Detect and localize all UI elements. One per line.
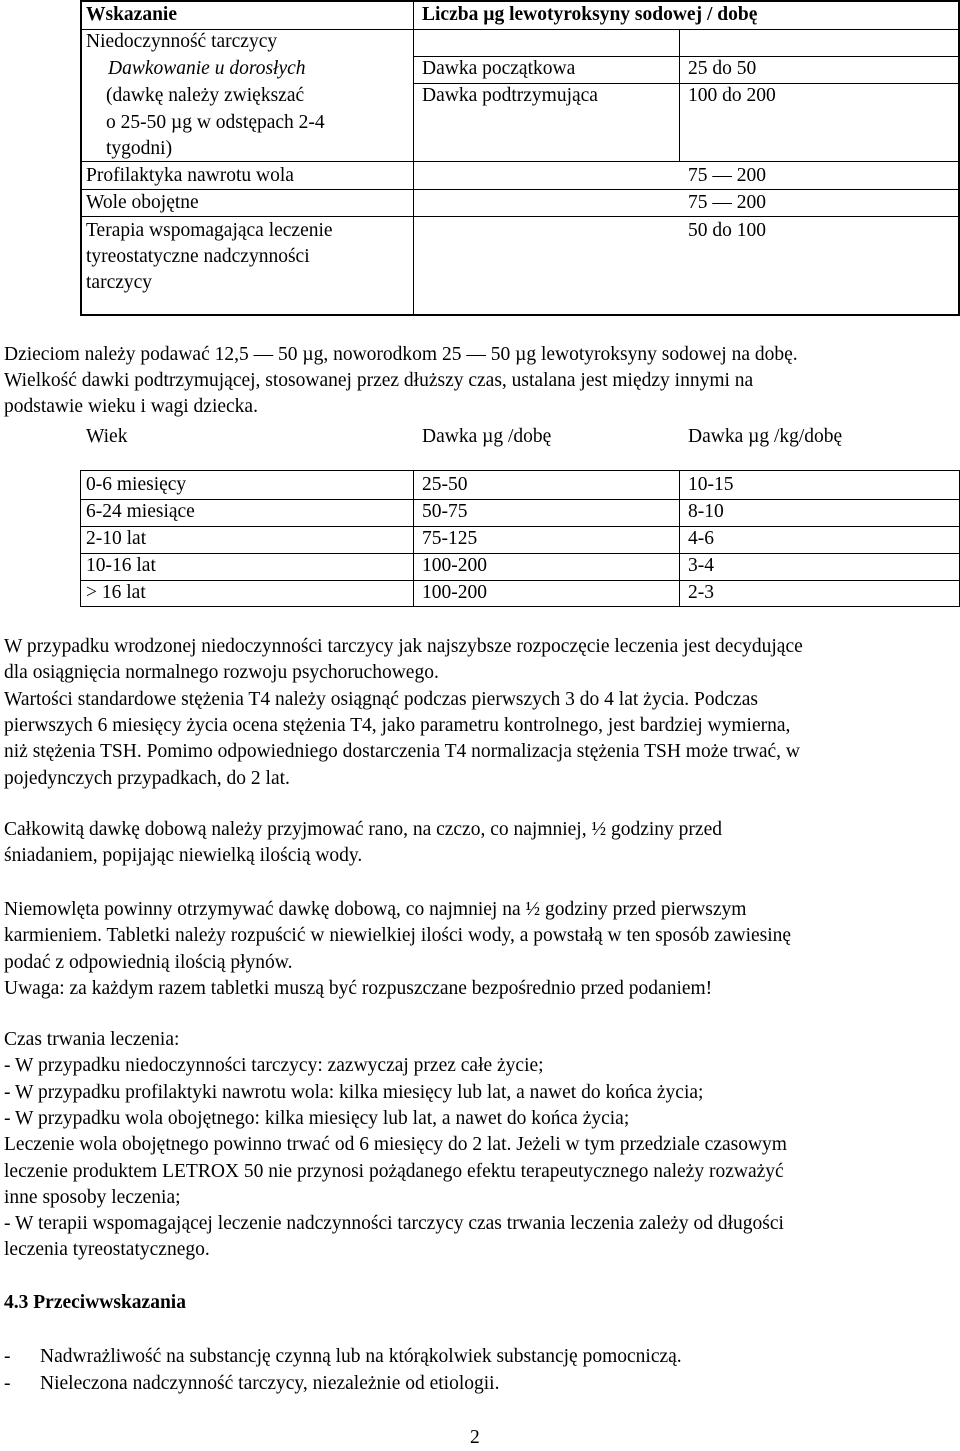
table2-cell: > 16 lat	[86, 582, 146, 603]
table2-header: Wiek	[86, 426, 128, 447]
paragraph-line: - W terapii wspomagającej leczenie nadczynności tarczycy czas trwania leczenia zależy od długości	[4, 1213, 784, 1235]
table2-border	[80, 470, 960, 471]
paragraph-line: leczenia tyreostatycznego.	[4, 1239, 210, 1261]
table2-cell: 75-125	[422, 528, 478, 549]
paragraph-line: Czas trwania leczenia:	[4, 1029, 180, 1050]
table2-cell: 100-200	[422, 582, 487, 603]
table2-border	[80, 499, 960, 500]
table2-cell: 0-6 miesięcy	[86, 474, 187, 495]
table1-adjunct-value: 50 do 100	[688, 220, 766, 241]
table1-row-goiter-prevention: Profilaktyka nawrotu wola	[86, 165, 294, 186]
table1-goiter-value: 75 — 200	[688, 192, 766, 213]
table1-border	[413, 0, 414, 316]
page-number: 2	[470, 1427, 480, 1448]
paragraph-line: W przypadku wrodzonej niedoczynności tarczycy jak najszybsze rozpoczęcie leczenia jest decydujące	[4, 636, 803, 657]
table1-note-line: tygodni)	[106, 138, 173, 159]
children-dose-text: Dzieciom należy podawać 12,5 — 50 µg, noworodkom 25 — 50 µg lewotyroksyny sodowej na dobę.	[4, 344, 798, 365]
table2-cell: 2-10 lat	[86, 528, 147, 549]
table1-row-adjunct: Terapia wspomagająca leczenie	[86, 220, 333, 241]
paragraph-line: dla osiągnięcia normalnego rozwoju psychoruchowego.	[4, 662, 439, 684]
paragraph-line: Wartości standardowe stężenia T4 należy osiągnąć podczas pierwszych 3 do 4 lat życia. Podczas	[4, 688, 758, 710]
table2-border	[80, 553, 960, 554]
table1-maintenance-value: 100 do 200	[688, 85, 776, 106]
paragraph-line: leczenie produktem LETROX 50 nie przynosi pożądanego efektu terapeutycznego należy rozważyć	[4, 1160, 784, 1182]
paragraph-line: pierwszych 6 miesięcy życia ocena stężenia T4, jako parametru kontrolnego, jest bardziej wymierna,	[4, 714, 791, 736]
contraindication-item: Nadwrażliwość na substancję czynną lub na którąkolwiek substancję pomocniczą.	[40, 1346, 682, 1367]
paragraph-line: - W przypadku niedoczynności tarczycy: zazwyczaj przez całe życie;	[4, 1055, 544, 1077]
paragraph-line: Leczenie wola obojętnego powinno trwać od 6 miesięcy do 2 lat. Jeżeli w tym przedziale czasowym	[4, 1134, 787, 1156]
paragraph-line: - W przypadku profilaktyki nawrotu wola: kilka miesięcy lub lat, a nawet do końca życia;	[4, 1081, 704, 1103]
table2-cell: 10-16 lat	[86, 555, 156, 576]
table2-cell: 10-15	[688, 474, 734, 495]
table1-border	[80, 189, 960, 190]
table1-start-dose-value: 25 do 50	[688, 58, 757, 79]
table1-note-line: (dawkę należy zwiększać	[106, 85, 305, 106]
paragraph-line: - W przypadku wola obojętnego: kilka miesięcy lub lat, a nawet do końca życia;	[4, 1107, 630, 1129]
table1-row-adult-dosing: Dawkowanie u dorosłych	[108, 58, 306, 79]
bullet-dash: -	[4, 1346, 11, 1367]
table1-start-dose-label: Dawka początkowa	[422, 58, 576, 79]
table1-row-adjunct: tarczycy	[86, 272, 153, 293]
table2-cell: 6-24 miesiące	[86, 501, 195, 522]
table2-cell: 4-6	[688, 528, 714, 549]
paragraph-line: Uwaga: za każdym razem tabletki muszą być rozpuszczane bezpośrednio przed podaniem!	[4, 977, 713, 999]
bullet-dash: -	[4, 1373, 11, 1394]
table2-cell: 3-4	[688, 555, 714, 576]
table2-cell: 25-50	[422, 474, 468, 495]
table1-row-adjunct: tyreostatyczne nadczynności	[86, 246, 310, 267]
table2-cell: 100-200	[422, 555, 487, 576]
table2-header: Dawka µg /dobę	[422, 426, 552, 447]
table2-border	[80, 606, 960, 607]
paragraph-line: karmieniem. Tabletki należy rozpuścić w niewielkiej ilości wody, a powstałą w ten sposób zawiesinę	[4, 925, 792, 947]
section-heading: 4.3 Przeciwwskazania	[4, 1292, 186, 1313]
contraindication-item: Nieleczona nadczynność tarczycy, niezależnie od etiologii.	[40, 1373, 500, 1394]
table2-header: Dawka µg /kg/dobę	[688, 426, 843, 447]
table1-note-line: o 25-50 µg w odstępach 2-4	[106, 112, 325, 133]
paragraph-line: inne sposoby leczenia;	[4, 1186, 181, 1208]
paragraph-line: Niemowlęta powinny otrzymywać dawkę dobową, co najmniej na ½ godziny przed pierwszym	[4, 899, 747, 920]
table2-cell: 2-3	[688, 582, 714, 603]
table1-header-indication: Wskazanie	[86, 4, 178, 25]
paragraph-line: Całkowitą dawkę dobową należy przyjmować rano, na czczo, co najmniej, ½ godziny przed	[4, 819, 722, 840]
table2-border	[413, 470, 414, 606]
table1-border	[80, 161, 960, 162]
table1-border	[80, 314, 960, 316]
table2-cell: 50-75	[422, 501, 468, 522]
table1-goiter-prevention-value: 75 — 200	[688, 165, 766, 186]
table1-row-goiter: Wole obojętne	[86, 192, 199, 213]
table2-cell: 8-10	[688, 501, 724, 522]
paragraph-line: pojedynczych przypadkach, do 2 lat.	[4, 767, 290, 789]
paragraph-line: niż stężenia TSH. Pomimo odpowiedniego dostarczenia T4 normalizacja stężenia TSH może trwać, w	[4, 741, 801, 763]
paragraph-line: śniadaniem, popijając niewielką ilością wody.	[4, 845, 363, 867]
table1-border	[679, 30, 680, 161]
paragraph-line: podać z odpowiednią ilością płynów.	[4, 951, 293, 973]
table2-border	[80, 526, 960, 527]
table1-row-hypothyroidism: Niedoczynność tarczycy	[86, 31, 278, 52]
table1-border	[80, 216, 960, 217]
table1-border	[80, 0, 82, 316]
table2-border	[80, 580, 960, 581]
table2-border	[80, 470, 81, 606]
children-dose-text: Wielkość dawki podtrzymującej, stosowanej przez dłuższy czas, ustalana jest między innymi na	[4, 370, 754, 391]
children-dose-text: podstawie wieku i wagi dziecka.	[4, 396, 258, 417]
table2-border	[679, 470, 680, 606]
table1-header-amount: Liczba µg lewotyroksyny sodowej / dobę	[422, 4, 758, 25]
table1-maintenance-label: Dawka podtrzymująca	[422, 85, 598, 106]
